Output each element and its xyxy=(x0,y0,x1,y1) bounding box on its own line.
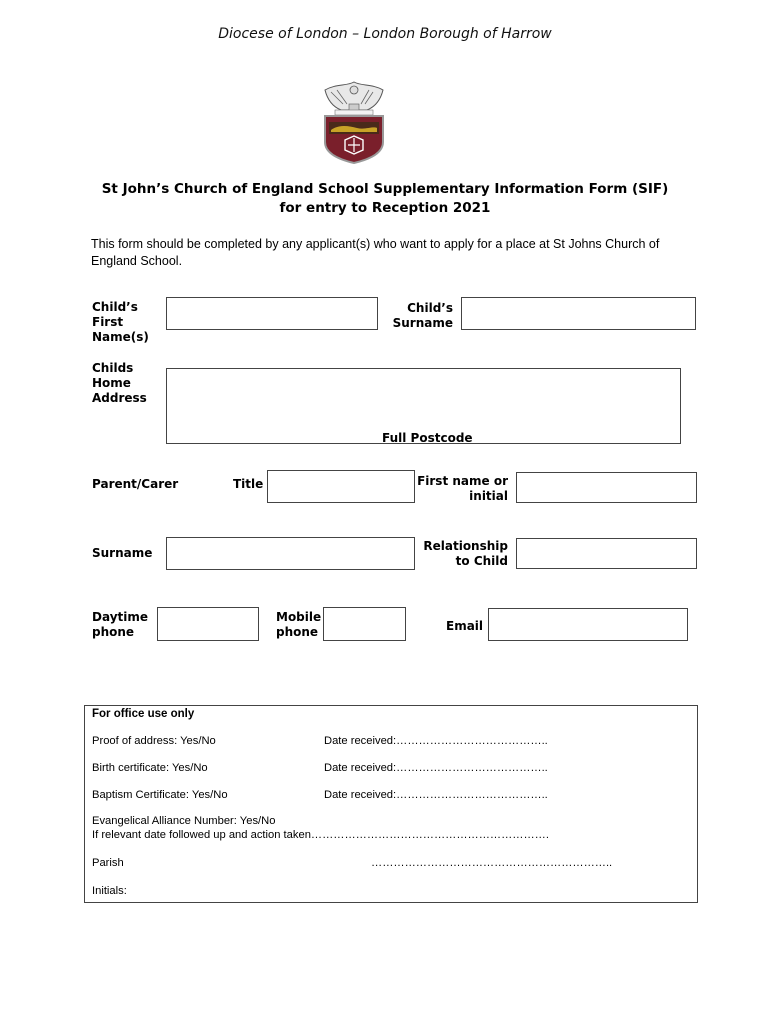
first-name-label xyxy=(410,474,508,504)
label-line: initial xyxy=(469,489,508,503)
label-line: to Child xyxy=(455,554,508,568)
mobile-phone-label xyxy=(276,610,321,640)
label-line: Mobile xyxy=(276,610,322,624)
proof-of-address: Proof of address: Yes/No xyxy=(92,735,216,747)
label-line: Surname xyxy=(392,316,453,330)
full-postcode-label: Full Postcode xyxy=(382,431,473,445)
parent-first-name-field[interactable] xyxy=(516,472,697,503)
label-line: phone xyxy=(276,625,319,639)
label-line: Childs xyxy=(92,361,134,375)
child-surname-label xyxy=(380,301,453,331)
parent-carer-label: Parent/Carer xyxy=(92,477,179,491)
date-received-2: Date received:………………………………….. xyxy=(324,762,548,774)
surname-label: Surname xyxy=(92,546,153,560)
parish-dots: ……………………………………………………….. xyxy=(371,857,613,869)
intro-line2: England School. xyxy=(91,254,183,268)
baptism-certificate: Baptism Certificate: Yes/No xyxy=(92,789,228,801)
label-line: First name or xyxy=(417,474,508,488)
daytime-phone-field[interactable] xyxy=(157,607,259,641)
label-line: First xyxy=(92,315,124,329)
mobile-phone-field[interactable] xyxy=(323,607,406,641)
birth-certificate: Birth certificate: Yes/No xyxy=(92,762,208,774)
intro-text xyxy=(91,236,691,270)
email-field[interactable] xyxy=(488,608,688,641)
address-label xyxy=(92,361,147,406)
label-line: Daytime xyxy=(92,610,149,624)
label-line: phone xyxy=(92,625,135,639)
title-field[interactable] xyxy=(267,470,415,503)
diocese-header: Diocese of London – London Borough of Harrow xyxy=(218,26,552,42)
office-use-title: For office use only xyxy=(92,708,195,720)
daytime-phone-label xyxy=(92,610,148,640)
relationship-label xyxy=(410,539,508,569)
parish-label: Parish xyxy=(92,857,124,869)
form-title-line2: for entry to Reception 2021 xyxy=(279,200,491,216)
label-line: Child’s xyxy=(92,300,138,314)
label-line: Name(s) xyxy=(92,330,149,344)
date-received-1: Date received:………………………………….. xyxy=(324,735,548,747)
school-crest-icon xyxy=(321,78,387,164)
email-label: Email xyxy=(446,619,484,633)
label-line: Relationship xyxy=(423,539,508,553)
parent-surname-field[interactable] xyxy=(166,537,415,570)
label-line: Child’s xyxy=(407,301,453,315)
child-first-name-label xyxy=(92,300,149,345)
date-received-3: Date received:………………………………….. xyxy=(324,789,548,801)
relationship-field[interactable] xyxy=(516,538,697,569)
form-title-line1: St John’s Church of England School Supplementary Information Form (SIF) xyxy=(101,181,669,197)
intro-line1: This form should be completed by any applicant(s) who want to apply for a place at St Johns Church of xyxy=(91,237,660,251)
followup-text: If relevant date followed up and action taken………………………………………………………. xyxy=(92,829,549,841)
child-first-name-field[interactable] xyxy=(166,297,378,330)
label-line: Address xyxy=(92,391,147,405)
initials-label: Initials: xyxy=(92,885,127,897)
title-label: Title xyxy=(233,477,264,491)
child-surname-field[interactable] xyxy=(461,297,696,330)
label-line: Home xyxy=(92,376,131,390)
evangelical-alliance: Evangelical Alliance Number: Yes/No xyxy=(92,815,276,827)
